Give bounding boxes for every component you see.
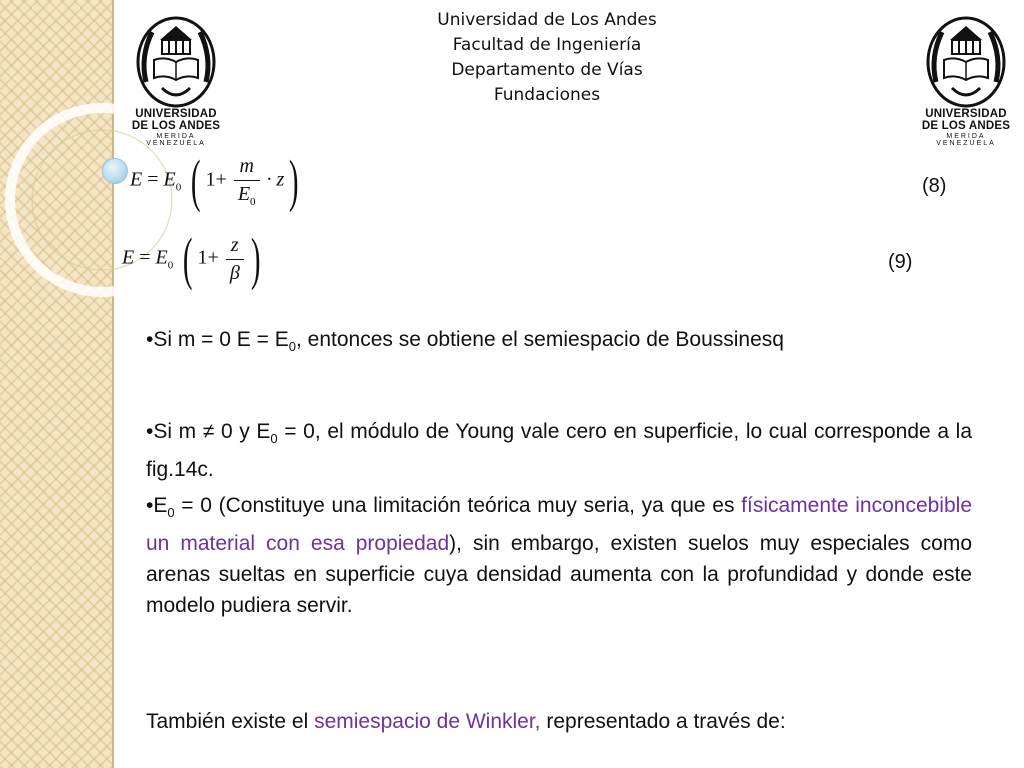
bullet1-prefix: •Si m = 0 E = E bbox=[146, 328, 289, 351]
equation-9-number: (9) bbox=[888, 251, 913, 273]
eq9-denominator: β bbox=[229, 261, 240, 284]
bullet2-suffix: = 0, el módulo de Young vale cero en superficie, lo cual corresponde a la fig.14c. bbox=[146, 420, 972, 482]
eq8-numerator: m bbox=[234, 155, 260, 181]
eq9-one-plus: 1+ bbox=[197, 246, 219, 269]
header-faculty: Facultad de Ingeniería bbox=[452, 35, 642, 55]
logo-text-line2: DE LOS ANDES bbox=[921, 120, 1011, 132]
bullet-young-modulus bbox=[146, 416, 972, 485]
closing-part2: representado a través de: bbox=[540, 710, 786, 733]
university-logo-left bbox=[130, 12, 222, 147]
logo-text-line1: UNIVERSIDAD bbox=[925, 108, 1007, 120]
eq8-equals: = bbox=[147, 168, 159, 191]
bullet3-part1: = 0 (Constituye una limitación teórica muy seria, ya que es bbox=[174, 494, 742, 517]
closing-winkler bbox=[146, 706, 972, 737]
bullet-limitation bbox=[146, 490, 972, 621]
eq8-lhs: E bbox=[130, 168, 143, 191]
eq9-lhs: E bbox=[122, 246, 135, 269]
eq9-e0: E bbox=[155, 246, 168, 269]
eq8-e0-sub: 0 bbox=[175, 181, 182, 194]
header-course: Fundaciones bbox=[493, 85, 601, 105]
closing-highlight: semiespacio de Winkler, bbox=[314, 710, 541, 733]
logo-text-line1: UNIVERSIDAD bbox=[135, 108, 217, 120]
eq8-one-plus: 1+ bbox=[205, 168, 227, 191]
eq8-e0: E bbox=[163, 168, 176, 191]
eq8-dot-z: · z bbox=[266, 168, 285, 191]
logo-text-line2: DE LOS ANDES bbox=[131, 120, 221, 132]
eq8-right-paren: ) bbox=[289, 148, 299, 213]
header-university: Universidad de Los Andes bbox=[437, 10, 657, 30]
eq8-denominator bbox=[234, 181, 260, 208]
bullet3-part2: ), sin embargo, existen suelos muy especiales como arenas sueltas en superficie cuya densidad aumenta con la profundidad y donde este modelo pudiera servir. bbox=[146, 532, 972, 618]
decorative-dot bbox=[102, 158, 128, 184]
eq9-left-paren: ( bbox=[183, 226, 193, 291]
bullet3-prefix: •E bbox=[146, 494, 168, 517]
header-department: Departamento de Vías bbox=[451, 60, 643, 80]
bullet1-suffix: , entonces se obtiene el semiespacio de Boussinesq bbox=[295, 328, 784, 351]
eq9-equals: = bbox=[139, 246, 151, 269]
closing-part1: También existe el bbox=[146, 710, 315, 733]
bullet3-sub: 0 bbox=[167, 505, 175, 521]
university-seal-icon bbox=[922, 12, 1010, 108]
equation-9 bbox=[122, 226, 265, 291]
eq8-fraction bbox=[234, 155, 260, 208]
eq9-e0-sub: 0 bbox=[167, 259, 174, 272]
eq8-left-paren: ( bbox=[191, 148, 201, 213]
bullet3-highlight: físicamente inconcebible un material con esa propiedad bbox=[146, 494, 973, 556]
eq9-numerator: z bbox=[226, 234, 244, 260]
equation-8-number: (8) bbox=[922, 175, 947, 197]
eq8-den-e: E bbox=[237, 182, 251, 205]
eq8-den-sub: 0 bbox=[250, 195, 256, 208]
logo-text-line3: MERIDA VENEZUELA bbox=[936, 133, 996, 147]
bullet2-sub: 0 bbox=[270, 431, 278, 447]
eq9-right-paren: ) bbox=[250, 226, 261, 291]
eq9-fraction bbox=[226, 234, 244, 285]
header bbox=[400, 8, 694, 108]
bullet2-prefix: •Si m ≠ 0 y E bbox=[146, 420, 271, 443]
bullet-boussinesq bbox=[146, 324, 972, 362]
university-logo-right bbox=[920, 12, 1012, 147]
bullet1-sub: 0 bbox=[288, 339, 296, 355]
equation-8 bbox=[130, 148, 304, 213]
university-seal-icon bbox=[132, 12, 220, 108]
logo-text-line3: MERIDA VENEZUELA bbox=[146, 133, 206, 147]
